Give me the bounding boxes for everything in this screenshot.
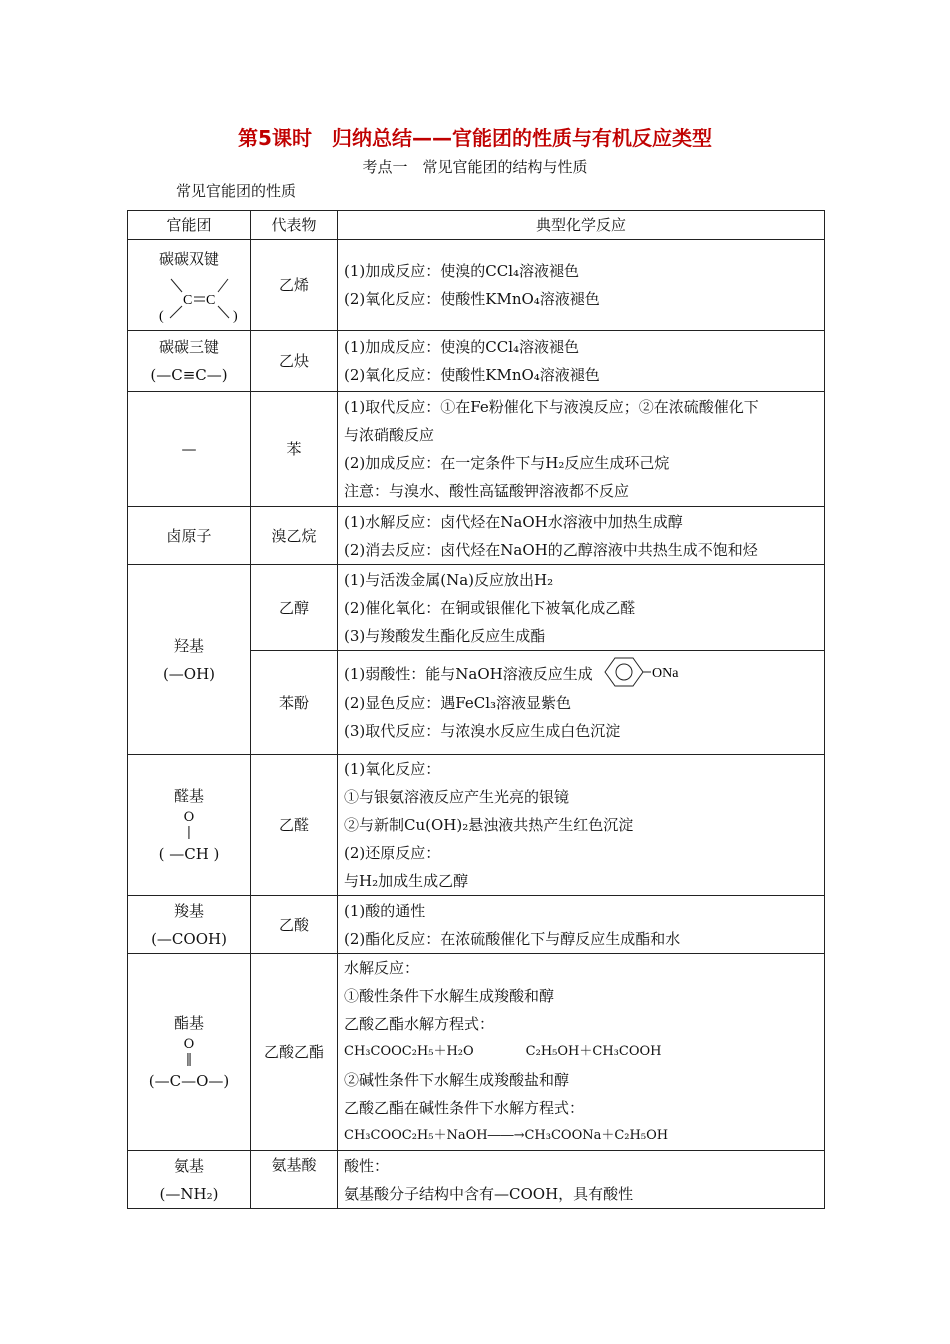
group-cell bbox=[128, 896, 251, 954]
reaction-cell bbox=[338, 565, 825, 651]
reaction-line: 水解反应： bbox=[344, 959, 420, 977]
reaction-line: 注意：与溴水、酸性高锰酸钾溶液都不反应 bbox=[344, 482, 630, 500]
svg-text:(: ( bbox=[159, 309, 164, 324]
representative-cell: 乙烯 bbox=[251, 240, 338, 331]
representative-cell: 氨基酸 bbox=[251, 1151, 338, 1209]
reaction-line: (3)与羧酸发生酯化反应生成酯 bbox=[344, 626, 546, 645]
functional-group-table bbox=[127, 210, 825, 1209]
reaction-line: (2)酯化反应：在浓硫酸催化下与醇反应生成酯和水 bbox=[344, 929, 681, 948]
group-name: 羧基 bbox=[173, 901, 204, 920]
header-group: 官能团 bbox=[128, 211, 251, 240]
reaction-text: (1)弱酸性：能与NaOH溶液反应生成 bbox=[344, 665, 593, 683]
group-cell bbox=[128, 565, 251, 755]
section-subtitle: 考点一 常见官能团的结构与性质 bbox=[362, 158, 588, 176]
reaction-line: ①酸性条件下水解生成羧酸和醇 bbox=[344, 987, 555, 1005]
reaction-line: (2)加成反应：在一定条件下与H₂反应生成环己烷 bbox=[344, 454, 670, 472]
reaction-cell bbox=[338, 507, 825, 565]
reaction-cell bbox=[338, 1151, 825, 1209]
group-cell bbox=[128, 954, 251, 1151]
header-reactions: 典型化学反应 bbox=[338, 211, 825, 240]
reaction-line: (2)催化氧化：在铜或银催化下被氧化成乙醛 bbox=[344, 598, 636, 617]
table-row bbox=[128, 331, 825, 392]
reaction-line: ②与新制Cu(OH)₂悬浊液共热产生红色沉淀 bbox=[344, 816, 634, 834]
reaction-line: (1)加成反应：使溴的CCl₄溶液褪色 bbox=[344, 338, 580, 356]
group-cell bbox=[128, 240, 251, 331]
table-row bbox=[128, 896, 825, 954]
representative-cell: 乙醇 bbox=[251, 565, 338, 651]
group-formula: —CH bbox=[169, 845, 209, 863]
group-name: 氨基 bbox=[173, 1156, 204, 1175]
reaction-line: 与浓硝酸反应 bbox=[344, 426, 435, 444]
table-row bbox=[128, 392, 825, 507]
table-row bbox=[128, 954, 825, 1151]
group-formula-top: O bbox=[183, 810, 195, 825]
group-cell: 卤原子 bbox=[128, 507, 251, 565]
reaction-cell bbox=[338, 240, 825, 331]
reaction-line: (1)氧化反应： bbox=[344, 760, 441, 778]
table-row bbox=[128, 755, 825, 896]
reaction-line: 乙酸乙酯在碱性条件下水解方程式： bbox=[344, 1099, 585, 1117]
representative-cell: 乙炔 bbox=[251, 331, 338, 392]
reaction-line: (1)水解反应：卤代烃在NaOH水溶液中加热生成醇 bbox=[344, 512, 683, 531]
group-formula-top: O bbox=[183, 1037, 195, 1052]
table-row bbox=[128, 565, 825, 651]
header-representative: 代表物 bbox=[251, 211, 338, 240]
representative-cell: 苯酚 bbox=[251, 651, 338, 755]
representative-cell: 苯 bbox=[251, 392, 338, 507]
representative-cell: 溴乙烷 bbox=[251, 507, 338, 565]
reaction-line: (2)消去反应：卤代烃在NaOH的乙醇溶液中共热生成不饱和烃 bbox=[344, 540, 758, 559]
reaction-line: 乙酸乙酯水解方程式： bbox=[344, 1015, 495, 1033]
group-name: 碳碳双键 bbox=[158, 250, 219, 268]
representative-cell: 乙酸 bbox=[251, 896, 338, 954]
group-name: 醛基 bbox=[173, 787, 204, 805]
reaction-line: (2)氧化反应：使酸性KMnO₄溶液褪色 bbox=[344, 366, 600, 384]
svg-text:C: C bbox=[183, 293, 193, 308]
group-formula: (—COOH) bbox=[151, 929, 227, 948]
group-formula: (—OH) bbox=[162, 664, 216, 683]
equation-line: CH₃COOC₂H₅＋H₂O C₂H₅OH＋CH₃COOH bbox=[344, 1044, 662, 1059]
reaction-line: (2)氧化反应：使酸性KMnO₄溶液褪色 bbox=[344, 290, 600, 308]
reaction-line: ①与银氨溶液反应产生光亮的银镜 bbox=[344, 788, 570, 806]
group-cell bbox=[128, 331, 251, 392]
table-row bbox=[128, 240, 825, 331]
group-formula: (—NH₂) bbox=[159, 1184, 219, 1203]
product-label: ONa bbox=[652, 666, 679, 681]
page-title: 第5课时 归纳总结——官能团的性质与有机反应类型 bbox=[238, 126, 712, 150]
table-header-row bbox=[128, 211, 825, 240]
reaction-line: 酸性： bbox=[344, 1156, 390, 1175]
representative-cell: 乙醛 bbox=[251, 755, 338, 896]
table-caption: 常见官能团的性质 bbox=[176, 182, 297, 200]
reaction-line: (1)取代反应：①在Fe粉催化下与液溴反应；②在浓硫酸催化下 bbox=[344, 398, 759, 416]
reaction-line: 氨基酸分子结构中含有—COOH，具有酸性 bbox=[344, 1184, 634, 1203]
reaction-cell bbox=[338, 392, 825, 507]
group-name: 酯基 bbox=[173, 1014, 204, 1032]
reaction-line: (3)取代反应：与浓溴水反应生成白色沉淀 bbox=[344, 722, 621, 740]
representative-cell: 乙酸乙酯 bbox=[251, 954, 338, 1151]
equation-line: CH₃COOC₂H₅＋NaOH――→CH₃COONa＋C₂H₅OH bbox=[344, 1128, 669, 1143]
group-cell: — bbox=[128, 392, 251, 507]
bond-line: | bbox=[186, 825, 192, 840]
reaction-line: (2)显色反应：遇FeCl₃溶液显紫色 bbox=[344, 694, 572, 712]
reaction-line: ②碱性条件下水解生成羧酸盐和醇 bbox=[344, 1071, 570, 1089]
reaction-cell bbox=[338, 331, 825, 392]
svg-text:C: C bbox=[206, 293, 216, 308]
group-name: 羟基 bbox=[173, 636, 204, 655]
reaction-line bbox=[344, 660, 818, 689]
table-row bbox=[128, 507, 825, 565]
reaction-cell bbox=[338, 896, 825, 954]
group-name: 碳碳三键 bbox=[158, 338, 219, 356]
reaction-line: (1)酸的通性 bbox=[344, 901, 426, 920]
group-formula: (—C≡C—) bbox=[150, 366, 228, 384]
alkene-structure-icon bbox=[139, 273, 239, 325]
group-formula-wrap: (—C—O—) bbox=[148, 1072, 230, 1090]
reaction-cell bbox=[338, 954, 825, 1151]
reaction-line: (1)与活泼金属(Na)反应放出H₂ bbox=[344, 570, 554, 589]
reaction-line: 与H₂加成生成乙醇 bbox=[344, 872, 469, 890]
reaction-line: (2)还原反应： bbox=[344, 844, 441, 862]
group-cell bbox=[128, 755, 251, 896]
group-formula: —C—O— bbox=[154, 1072, 224, 1090]
reaction-line: (1)加成反应：使溴的CCl₄溶液褪色 bbox=[344, 262, 580, 280]
reaction-cell bbox=[338, 755, 825, 896]
group-cell bbox=[128, 1151, 251, 1209]
reaction-cell bbox=[338, 651, 825, 755]
bond-line: ‖ bbox=[185, 1052, 193, 1067]
group-formula-wrap: ( —CH ) bbox=[158, 845, 220, 863]
sodium-phenoxide-structure-icon bbox=[597, 655, 693, 689]
table-row bbox=[128, 1151, 825, 1209]
svg-text:): ) bbox=[233, 309, 238, 324]
